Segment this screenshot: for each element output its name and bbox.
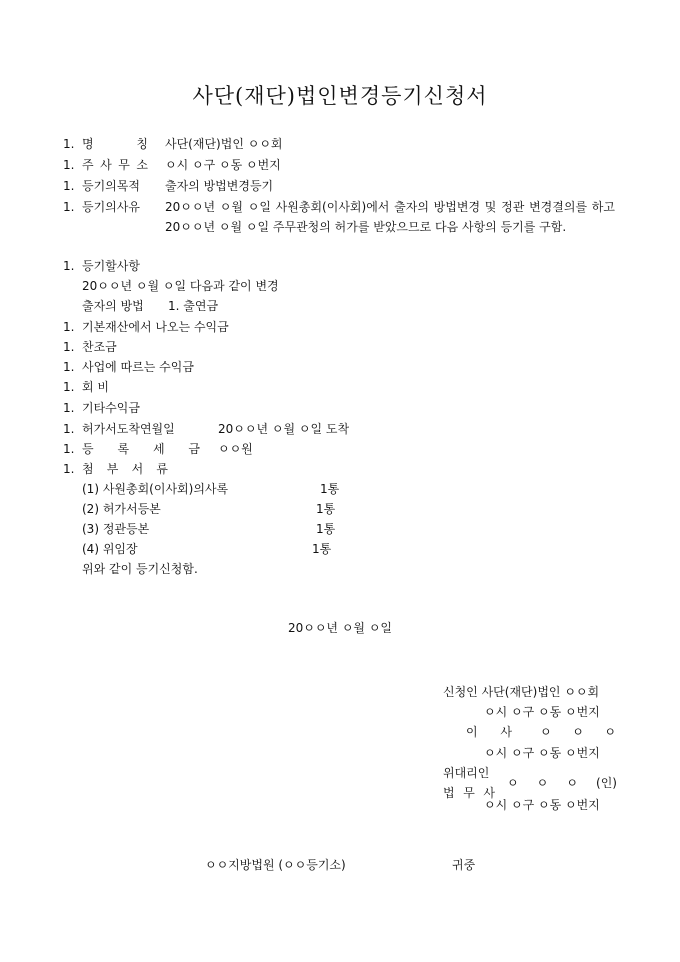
donation-label: 찬조금 [82, 340, 117, 354]
attachment-count: 1통 [320, 482, 340, 496]
other-income-label: 기타수익금 [82, 401, 140, 415]
item-number: 1. [63, 158, 75, 172]
purpose-value: 출자의 방법변경등기 [165, 179, 274, 193]
attachment-name: (3) 정관등본 [82, 522, 150, 536]
item-number: 1. [63, 259, 75, 273]
matters-line2-value: 1. 출연금 [168, 299, 219, 313]
attachment-name: (2) 허가서등본 [82, 502, 161, 516]
reason-label: 등기의사유 [82, 200, 140, 214]
item-number: 1. [63, 442, 75, 456]
name-value: 사단(재단)법인 ㅇㅇ회 [165, 137, 283, 151]
director-address: ㅇ시 ㅇ구 ㅇ동 ㅇ번지 [484, 746, 600, 760]
permit-date-label: 허가서도착연월일 [82, 422, 175, 436]
honorific: 귀중 [452, 858, 476, 872]
director-label: 이 사 [466, 725, 512, 739]
basic-income-label: 기본재산에서 나오는 수익금 [82, 320, 229, 334]
item-number: 1. [63, 380, 75, 394]
item-number: 1. [63, 360, 75, 374]
office-label: 주 사 무 소 [82, 158, 148, 172]
item-number: 1. [63, 200, 75, 214]
attachment-count: 1통 [312, 542, 332, 556]
item-number: 1. [63, 137, 75, 151]
fee-label: 회 비 [82, 380, 109, 394]
proxy-name-seal: ㅇ ㅇ ㅇ (인) [507, 776, 617, 790]
proxy-label: 위대리인 [443, 766, 490, 780]
proxy-address: ㅇ시 ㅇ구 ㅇ동 ㅇ번지 [484, 798, 600, 812]
reg-tax-value: ㅇㅇ원 [218, 442, 253, 456]
matters-label: 등기할사항 [82, 259, 140, 273]
item-number: 1. [63, 340, 75, 354]
attachment-name: (1) 사원총회(이사회)의사록 [82, 482, 229, 496]
business-income-label: 사업에 따르는 수익금 [82, 360, 194, 374]
applicant-line: 신청인 사단(재단)법인 ㅇㅇ회 [443, 685, 600, 699]
office-value: ㅇ시 ㅇ구 ㅇ동 ㅇ번지 [165, 158, 281, 172]
document-title: 사단(재단)법인변경등기신청서 [192, 84, 488, 108]
purpose-label: 등기의목적 [82, 179, 140, 193]
attachment-count: 1통 [316, 502, 336, 516]
legal-scrivener-label: 법 무 사 [443, 786, 495, 800]
item-number: 1. [63, 401, 75, 415]
item-number: 1. [63, 462, 75, 476]
permit-date-value: 20ㅇㅇ년 ㅇ월 ㅇ일 도착 [218, 422, 350, 436]
director-name: ㅇ ㅇ ㅇ [540, 725, 616, 739]
closing-statement: 위와 같이 등기신청함. [82, 562, 198, 576]
reg-tax-label: 등 록 세 금 [82, 442, 200, 456]
name-label: 명 칭 [82, 137, 148, 151]
item-number: 1. [63, 320, 75, 334]
attachment-count: 1통 [316, 522, 336, 536]
court-name: ㅇㅇ지방법원 (ㅇㅇ등기소) [205, 858, 346, 872]
reason-value: 20ㅇㅇ년 ㅇ월 ㅇ일 사원총회(이사회)에서 출자의 방법변경 및 정관 변경결의를 하고 20ㅇㅇ년 ㅇ월 ㅇ일 주무관청의 허가를 받았으므로 다음 사항의 등기를 구함. [165, 200, 615, 234]
applicant-address: ㅇ시 ㅇ구 ㅇ동 ㅇ번지 [484, 705, 600, 719]
attachment-name: (4) 위임장 [82, 542, 138, 556]
item-number: 1. [63, 179, 75, 193]
matters-line1: 20ㅇㅇ년 ㅇ월 ㅇ일 다음과 같이 변경 [82, 279, 279, 293]
attachments-label: 첨 부 서 류 [82, 462, 168, 476]
item-number: 1. [63, 422, 75, 436]
matters-line2-label: 출자의 방법 [82, 299, 144, 313]
application-date: 20ㅇㅇ년 ㅇ월 ㅇ일 [287, 621, 393, 635]
